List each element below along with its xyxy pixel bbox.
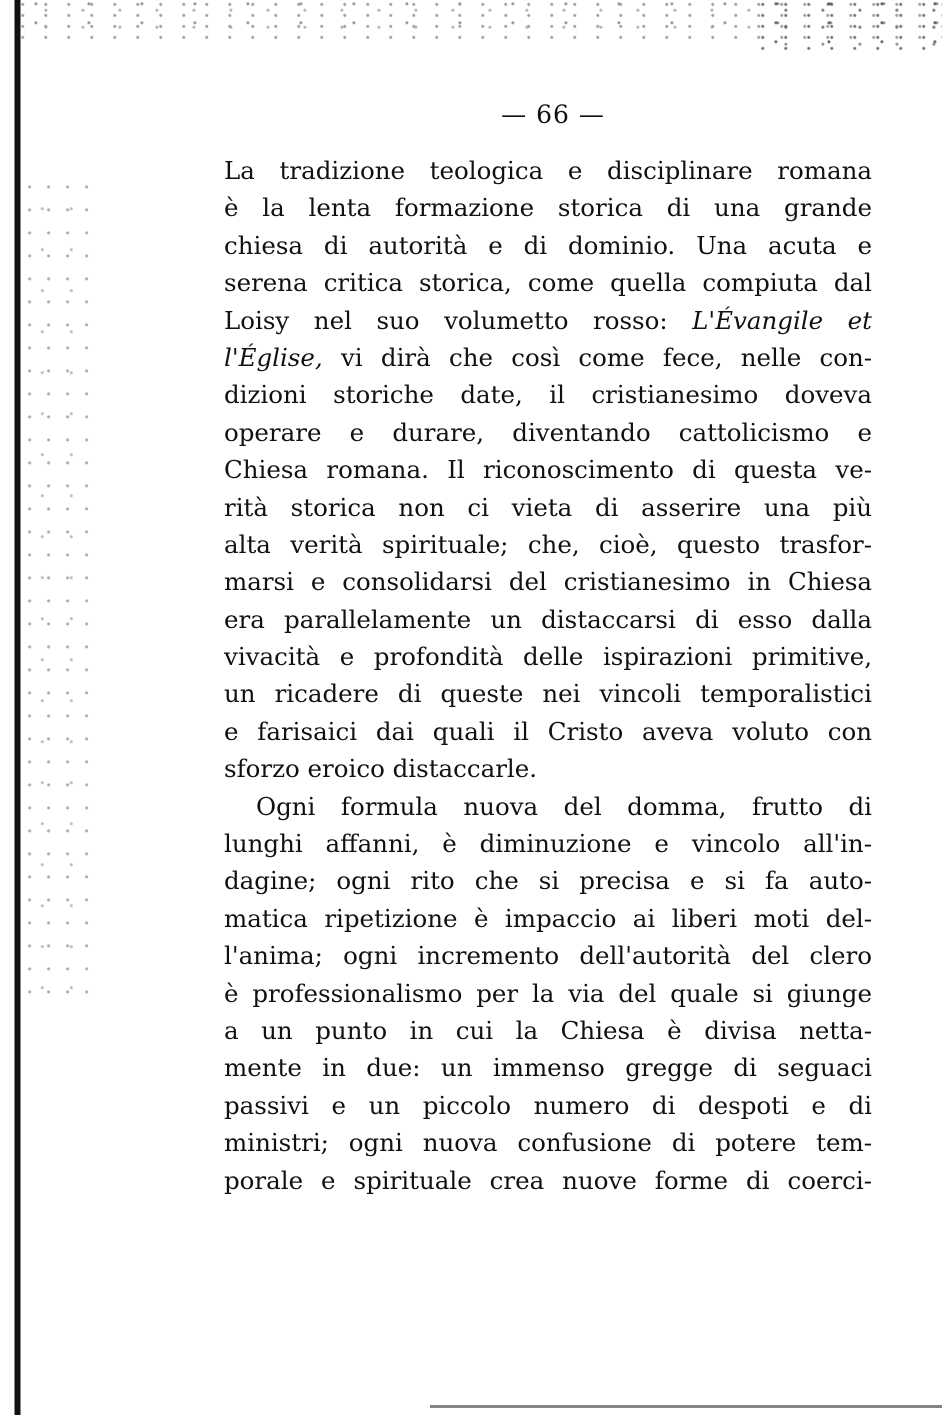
scan-noise-top-right bbox=[760, 0, 942, 50]
text-line: operare e durare, diventando cattolicismo e bbox=[224, 417, 872, 447]
text-line: rità storica non ci vieta di asserire una più bbox=[224, 492, 872, 522]
text-line: dizioni storiche date, il cristianesimo doveva bbox=[224, 380, 872, 410]
text-line: Ogni formula nuova del domma, frutto di bbox=[256, 791, 872, 821]
paragraph-1 bbox=[224, 152, 872, 788]
text-line: Loisy nel suo volumetto rosso: L'Évangile et bbox=[224, 305, 872, 335]
paragraph-2 bbox=[224, 788, 872, 1199]
text-line: passivi e un piccolo numero di despoti e di bbox=[224, 1090, 872, 1120]
text-line: Chiesa romana. Il riconoscimento di questa ve- bbox=[224, 455, 872, 485]
text-line: era parallelamente un distaccarsi di esso dalla bbox=[224, 604, 872, 634]
text-line: marsi e consolidarsi del cristianesimo in Chiesa bbox=[224, 567, 872, 597]
text-line: matica ripetizione è impaccio ai liberi moti del- bbox=[224, 903, 872, 933]
text-line: è la lenta formazione storica di una grande bbox=[224, 193, 872, 223]
text-line: dagine; ogni rito che si precisa e si fa auto- bbox=[224, 866, 872, 896]
text-line: porale e spirituale crea nuove forme di coerci- bbox=[224, 1165, 872, 1195]
body-text bbox=[224, 152, 872, 1199]
text-line: vivacità e profondità delle ispirazioni primitive, bbox=[224, 642, 872, 672]
text-line: chiesa di autorità e di dominio. Una acuta e bbox=[224, 230, 872, 260]
text-line: mente in due: un immenso gregge di seguaci bbox=[224, 1053, 872, 1083]
text-line: l'anima; ogni incremento dell'autorità del clero bbox=[224, 941, 872, 971]
text-line: ministri; ogni nuova confusione di potere tem- bbox=[224, 1128, 872, 1158]
text-line: lunghi affanni, è diminuzione e vincolo all'in- bbox=[224, 829, 872, 859]
text-line: serena critica storica, come quella compiuta dal bbox=[224, 268, 872, 298]
text-line: l'Église, vi dirà che così come fece, nelle con- bbox=[224, 342, 872, 372]
scan-noise-left bbox=[22, 180, 92, 1000]
text-line: alta verità spirituale; che, cioè, questo trasfor- bbox=[224, 529, 872, 559]
text-line: a un punto in cui la Chiesa è divisa netta- bbox=[224, 1015, 872, 1045]
text-line: e farisaici dai quali il Cristo aveva voluto con bbox=[224, 716, 872, 746]
page-number-header bbox=[0, 100, 942, 129]
page-number: — 66 — bbox=[501, 100, 605, 129]
page-spine-edge bbox=[0, 0, 24, 1415]
scan-edge-bottom bbox=[430, 1405, 942, 1408]
text-line: La tradizione teologica e disciplinare romana bbox=[224, 156, 872, 185]
text-line: un ricadere di queste nei vincoli temporalistici bbox=[224, 679, 872, 709]
text-line: è professionalismo per la via del quale si giunge bbox=[224, 978, 872, 1008]
text-line: sforzo eroico distaccarle. bbox=[224, 754, 538, 784]
